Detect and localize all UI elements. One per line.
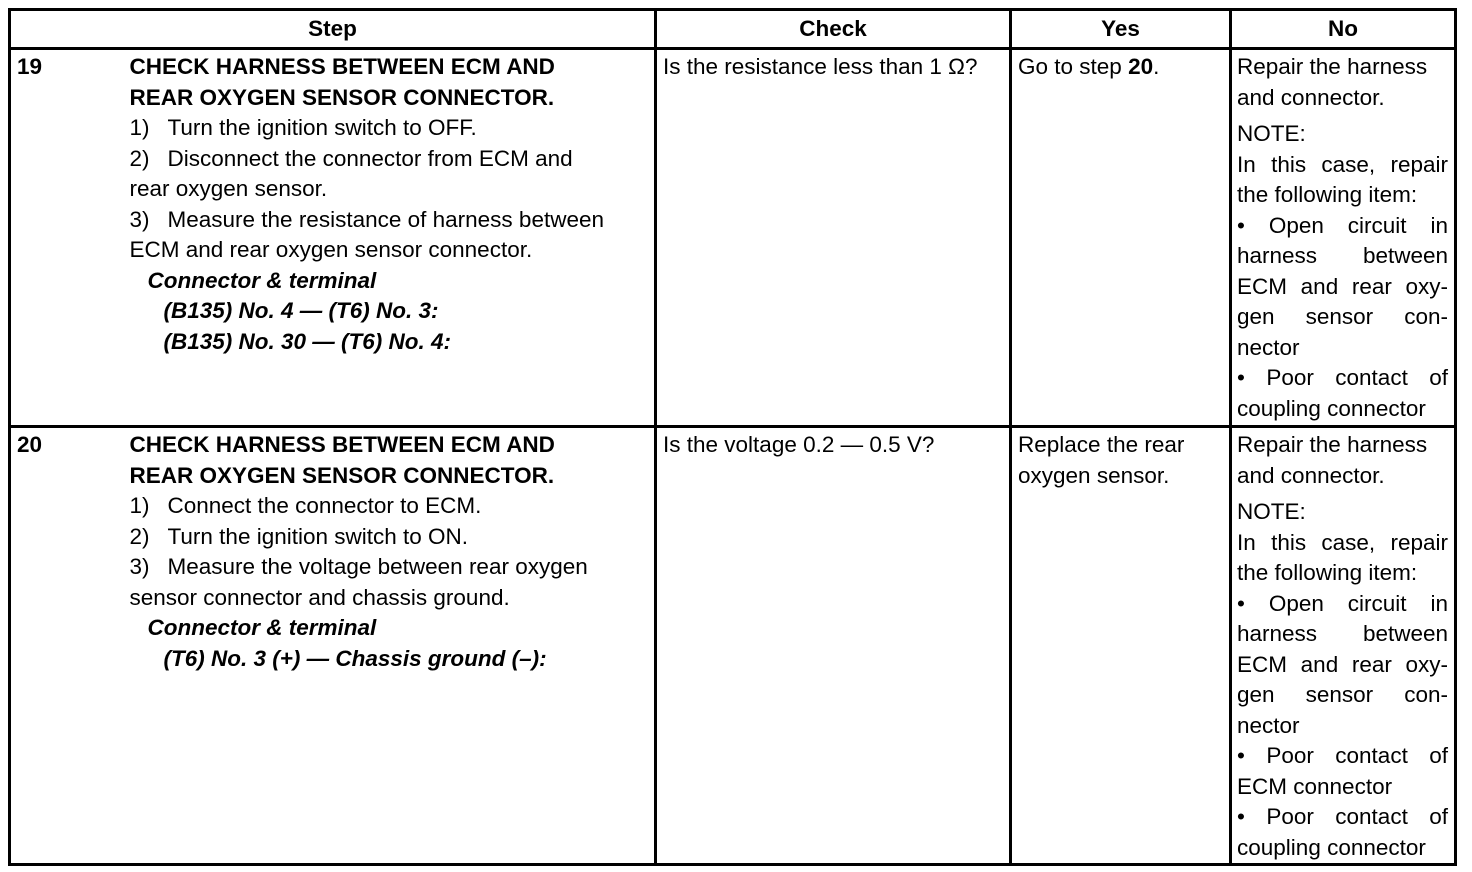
note-text-line: In this case, repair bbox=[1237, 529, 1449, 555]
item-text-line: harness between bbox=[1237, 621, 1449, 646]
step-number: 20 bbox=[10, 427, 130, 865]
substep-number: 3) bbox=[129, 554, 150, 579]
item-text-line: nector bbox=[1237, 712, 1300, 738]
check-cell: Is the resistance less than 1 Ω? bbox=[656, 49, 1011, 427]
substep-number: 1) bbox=[129, 493, 150, 518]
step-title-line: REAR OXYGEN SENSOR CONNECTOR. bbox=[129, 84, 555, 110]
item-text-line: nector bbox=[1237, 334, 1300, 360]
diagnostic-table bbox=[8, 8, 1457, 866]
terminal-spec: (B135) No. 4 — (T6) No. 3: bbox=[163, 298, 439, 323]
item-text-line: ECM connector bbox=[1237, 773, 1393, 799]
no-text-line: and connector. bbox=[1237, 462, 1385, 488]
table-row bbox=[10, 49, 1456, 427]
substep-text: Measure the resistance of harness between bbox=[167, 206, 604, 232]
substep-text: Disconnect the connector from ECM and bbox=[167, 145, 573, 171]
note-text-line: the following item: bbox=[1237, 560, 1418, 585]
substep-2 bbox=[130, 522, 649, 553]
note-text-line: In this case, repair bbox=[1237, 151, 1449, 177]
step-description bbox=[130, 427, 656, 865]
substep-number: 3) bbox=[129, 206, 150, 232]
note-label: NOTE: bbox=[1237, 499, 1306, 524]
yes-text-end: . bbox=[1153, 54, 1160, 79]
step-title-line: CHECK HARNESS BETWEEN ECM AND bbox=[129, 432, 555, 457]
header-no: No bbox=[1231, 10, 1456, 49]
yes-cell bbox=[1011, 49, 1231, 427]
substep-3 bbox=[130, 205, 649, 236]
substep-1 bbox=[130, 491, 649, 522]
substep-number: 1) bbox=[129, 115, 150, 140]
header-check: Check bbox=[656, 10, 1011, 49]
item-text-line: gen sensor con- bbox=[1237, 304, 1449, 329]
terminal-spec: (T6) No. 3 (+) — Chassis ground (–): bbox=[163, 645, 547, 671]
terminal-spec: (B135) No. 30 — (T6) No. 4: bbox=[163, 328, 452, 354]
substep-number: 2) bbox=[129, 523, 150, 549]
connector-terminal-label: Connector & terminal bbox=[147, 267, 377, 293]
substep-3-continued: sensor connector and chassis ground. bbox=[129, 584, 510, 610]
yes-text: Go to step bbox=[1018, 54, 1129, 79]
no-text-line: and connector. bbox=[1237, 84, 1385, 110]
substep-3 bbox=[130, 552, 649, 583]
item-text-line: • Poor contact of bbox=[1237, 365, 1449, 390]
item-text-line: • Open circuit in bbox=[1237, 212, 1449, 238]
item-text-line: ECM and rear oxy- bbox=[1237, 651, 1449, 677]
substep-number: 2) bbox=[129, 145, 150, 171]
note-label: NOTE: bbox=[1237, 121, 1306, 146]
header-row bbox=[10, 10, 1456, 49]
substep-text: Connect the connector to ECM. bbox=[167, 493, 482, 518]
step-title-line: CHECK HARNESS BETWEEN ECM AND bbox=[129, 54, 555, 79]
substep-text: Turn the ignition switch to ON. bbox=[167, 523, 469, 549]
substep-3-continued: ECM and rear oxygen sensor connector. bbox=[129, 237, 533, 262]
substep-1 bbox=[130, 113, 649, 144]
connector-terminal-label: Connector & terminal bbox=[147, 615, 377, 640]
table-row bbox=[10, 427, 1456, 865]
item-text-line: harness between bbox=[1237, 243, 1449, 268]
yes-text-line: oxygen sensor. bbox=[1018, 462, 1170, 488]
item-text-line: coupling connector bbox=[1237, 395, 1426, 421]
item-text-line: gen sensor con- bbox=[1237, 682, 1449, 707]
check-cell: Is the voltage 0.2 — 0.5 V? bbox=[656, 427, 1011, 865]
item-text-line: ECM and rear oxy- bbox=[1237, 273, 1449, 299]
substep-text: Turn the ignition switch to OFF. bbox=[167, 115, 477, 140]
item-text-line: coupling connector bbox=[1237, 834, 1426, 860]
no-text-line: Repair the harness bbox=[1237, 432, 1428, 457]
no-text-line: Repair the harness bbox=[1237, 54, 1428, 79]
step-reference: 20 bbox=[1128, 54, 1154, 79]
header-yes: Yes bbox=[1011, 10, 1231, 49]
yes-cell bbox=[1011, 427, 1231, 865]
header-step: Step bbox=[10, 10, 656, 49]
step-description bbox=[130, 49, 656, 427]
note-text-line: the following item: bbox=[1237, 182, 1418, 207]
step-title-line: REAR OXYGEN SENSOR CONNECTOR. bbox=[129, 462, 555, 488]
substep-2 bbox=[130, 144, 649, 175]
item-text-line: • Open circuit in bbox=[1237, 590, 1449, 616]
item-text-line: • Poor contact of bbox=[1237, 804, 1449, 829]
no-cell bbox=[1231, 49, 1456, 427]
yes-text-line: Replace the rear bbox=[1018, 432, 1185, 457]
substep-2-continued: rear oxygen sensor. bbox=[129, 176, 328, 201]
substep-text: Measure the voltage between rear oxygen bbox=[167, 554, 588, 579]
step-number: 19 bbox=[10, 49, 130, 427]
item-text-line: • Poor contact of bbox=[1237, 743, 1449, 768]
no-cell bbox=[1231, 427, 1456, 865]
